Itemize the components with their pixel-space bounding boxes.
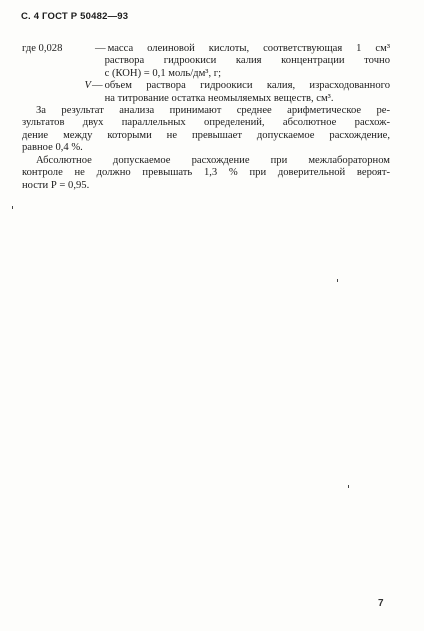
paragraph-line: За результат анализа принимают среднее арифметическое ре- (36, 105, 390, 116)
paragraph-line: ности Р = 0,95. (22, 179, 90, 191)
paragraph-tolerance (22, 155, 390, 192)
legend-line: раствора гидроокиси калия концентрации точно (104, 55, 390, 67)
legend-term-volume: V (84, 80, 91, 92)
legend-line: объем раствора гидроокиси калия, израсходованного (104, 80, 390, 92)
legend-line: с (КОН) = 0,1 моль/дм³, г; (104, 67, 222, 79)
paragraph-result (22, 105, 390, 155)
page-mark: 7 (378, 598, 384, 609)
scan-speck (337, 279, 338, 282)
legend-entry-volume (22, 80, 390, 92)
scan-speck (348, 485, 349, 488)
paragraph-line: зультатов двух параллельных определений, абсолютное расхож- (22, 117, 390, 129)
legend-continuation (22, 68, 390, 80)
legend-line: на титрование остатка неомыляемых веществ, см³. (104, 92, 334, 104)
legend-dash: — (95, 43, 106, 54)
formula-legend (22, 43, 390, 105)
legend-dash: — (92, 80, 103, 92)
legend-line: масса олеиновой кислоты, соответствующая 1 см³ (107, 43, 390, 54)
paragraph-line: дение между которыми не превышает допускаемое расхождение, (22, 129, 390, 141)
scan-speck (12, 206, 13, 209)
running-head: С. 4 ГОСТ Р 50482—93 (21, 11, 129, 22)
legend-continuation (22, 55, 390, 67)
legend-term-mass: где 0,028 (22, 43, 63, 54)
legend-description-mass (108, 43, 390, 55)
legend-entry-mass (22, 43, 390, 55)
legend-continuation (22, 93, 390, 105)
paragraph-line: Абсолютное допускаемое расхождение при межлабораторном (36, 155, 390, 166)
paragraph-line: контроле не должно превышать 1,3 % при доверительной вероят- (22, 167, 390, 179)
paragraph-line: равное 0,4 %. (22, 142, 83, 154)
